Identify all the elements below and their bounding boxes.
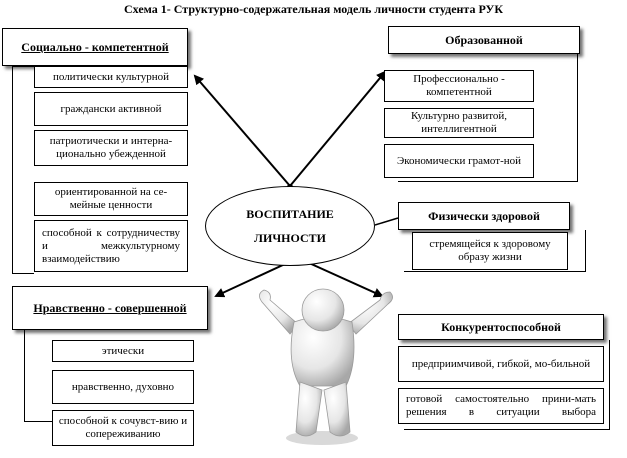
competitive-item-2: готовой самостоятельно прини-мать решения в ситуации выбора (398, 388, 604, 424)
person-figure-icon (250, 282, 400, 452)
educated-header: Образованной (388, 26, 580, 54)
physical-item-1: стремящейся к здоровому образу жизни (412, 232, 568, 270)
arrow-to-social (195, 76, 290, 186)
educated-item-1: Профессионально - компетентной (384, 70, 534, 102)
arrow-to-educated (290, 72, 385, 186)
center-ellipse (205, 186, 375, 266)
moral-bracket (24, 330, 52, 422)
social-item-2: граждански активной (34, 92, 188, 126)
moral-item-3: способной к сочувст-вию и сопереживанию (52, 410, 194, 446)
center-line-2: ЛИЧНОСТИ (254, 231, 326, 245)
social-item-5: способной к сотрудничеству и межкультурному взаимодействию (34, 220, 188, 272)
social-item-4: ориентированной на се-мейные ценности (34, 182, 188, 216)
educated-item-3: Экономически грамот-ной (384, 144, 534, 178)
social-bracket (12, 66, 34, 274)
moral-header: Нравственно - совершенной (12, 286, 208, 330)
social-header: Социально - компетентной (2, 28, 188, 66)
moral-item-2: нравственно, духовно (52, 370, 194, 404)
diagram-title: Схема 1- Структурно-содержательная модель личности студента РУК (123, 2, 504, 16)
social-item-3: патриотически и интерна-ционально убежденной (34, 130, 188, 166)
competitive-item-1: предприимчивой, гибкой, мо-бильной (398, 346, 604, 382)
center-line-1: ВОСПИТАНИЕ (246, 207, 334, 221)
social-item-1: политически культурной (34, 66, 188, 88)
line-to-physical (375, 218, 398, 225)
educated-item-2: Культурно развитой, интеллигентной (384, 108, 534, 138)
competitive-header: Конкурентоспособной (398, 314, 604, 340)
physical-header: Физически здоровой (398, 202, 570, 230)
moral-item-1: этически (52, 340, 194, 362)
